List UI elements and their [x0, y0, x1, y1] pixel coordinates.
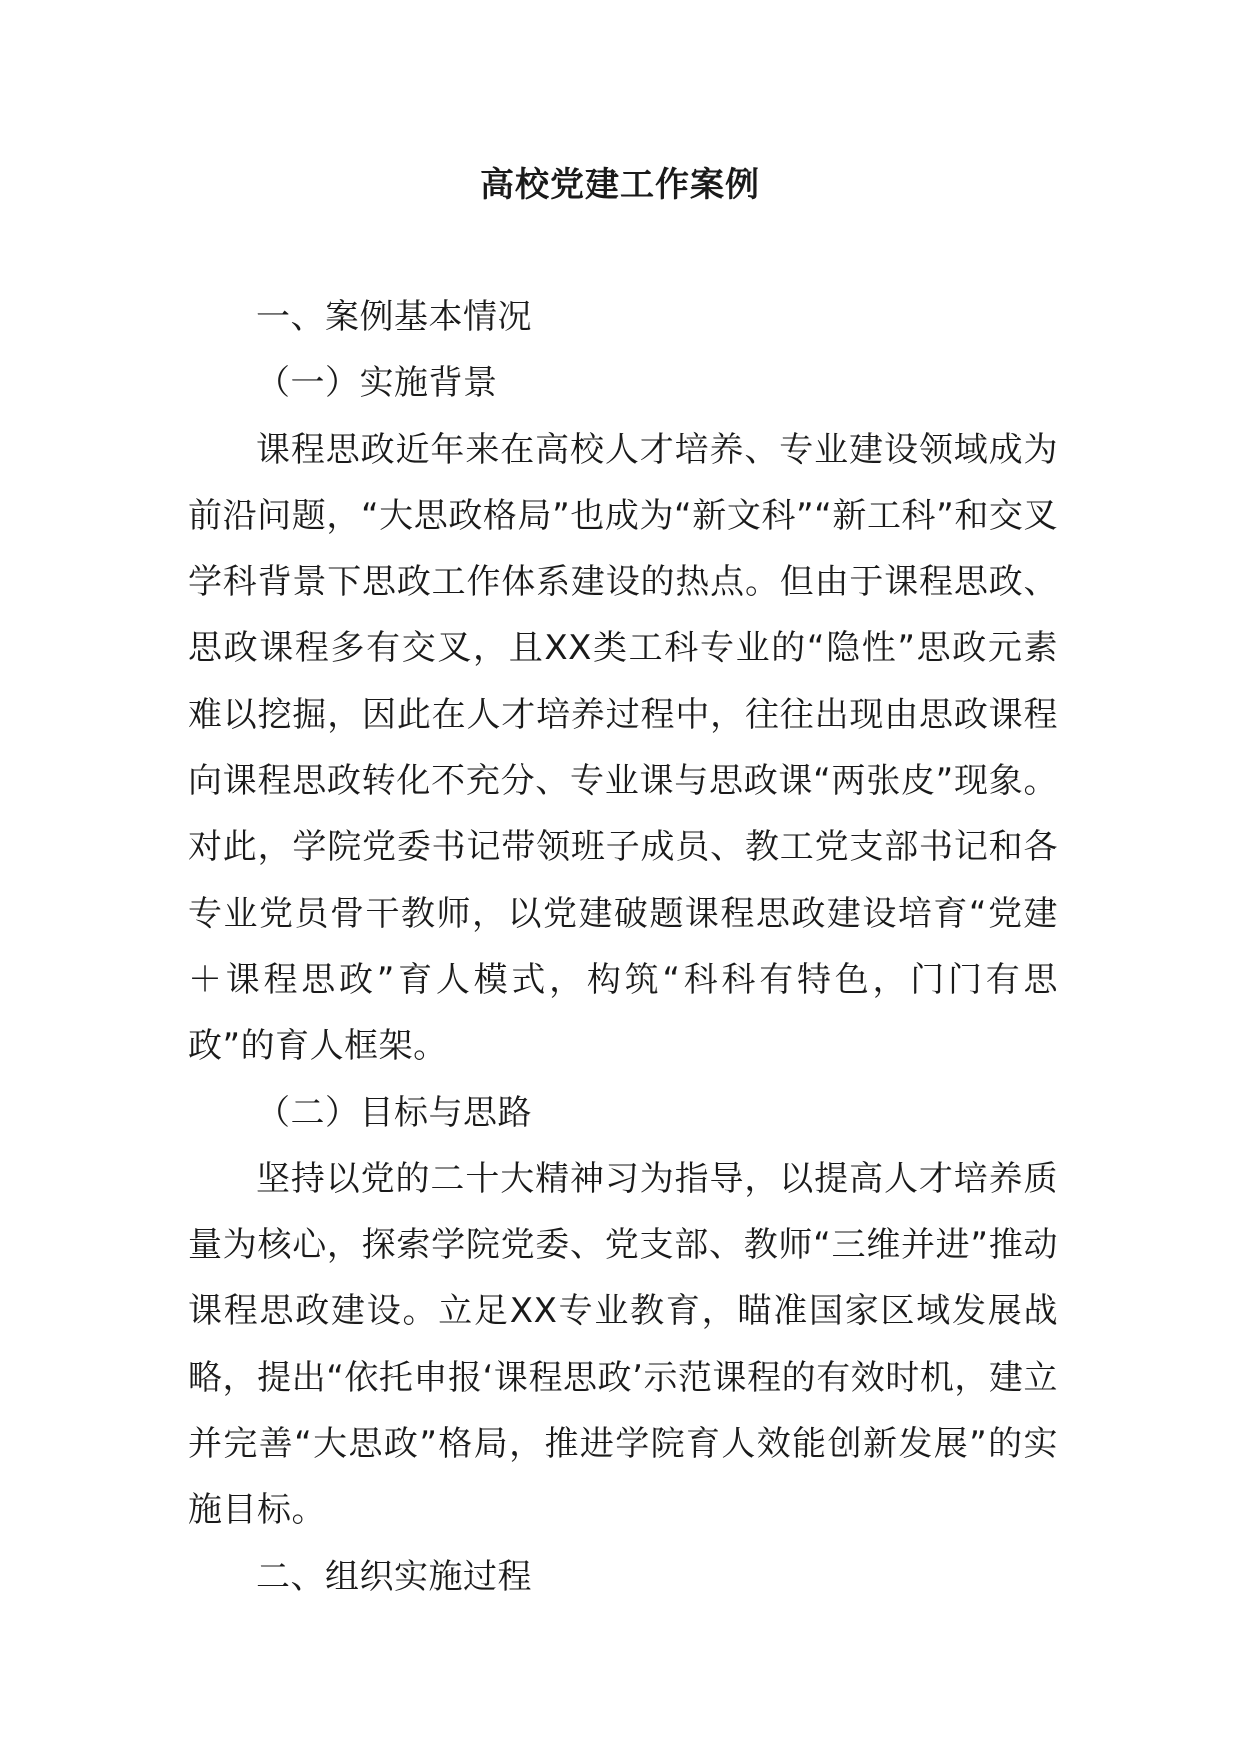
- subsection-heading: （二）目标与思路: [256, 1092, 532, 1133]
- section-heading: 一、案例基本情况: [256, 297, 532, 337]
- section-heading: 二、组织实施过程: [256, 1556, 532, 1597]
- subsection-heading: （一）实施背景: [256, 363, 498, 404]
- paragraph: 课程思政近年来在高校人才培养、专业建设领域成为前沿问题，“大思政格局”也成为“新文科”“新工科”和交叉学科背景下思政工作体系建设的热点。但由于课程思政、思政课程多有交叉，且XX类工科专业的“隐性”思政元素难以挖掘，因此在人才培养过程中，往往出现由思政课程向课程思政转化不充分、专业课与思政课“两张皮”现象。对此，学院党委书记带领班子成员、教工党支部书记和各专业党员骨干教师，以党建破题课程思政建设培育“党建＋课程思政”育人模式，构筑“科科有特色，门门有思政”的育人框架。: [188, 429, 1058, 1067]
- paragraph: 坚持以党的二十大精神习为指导，以提高人才培养质量为核心，探索学院党委、党支部、教师“三维并进”推动课程思政建设。立足XX专业教育，瞄准国家区域发展战略，提出“依托申报‘课程思政’示范课程的有效时机，建立并完善“大思政”格局，推进学院育人效能创新发展”的实施目标。: [188, 1158, 1058, 1531]
- document-title: 高校党建工作案例: [480, 165, 760, 205]
- document-body: [188, 284, 1058, 1610]
